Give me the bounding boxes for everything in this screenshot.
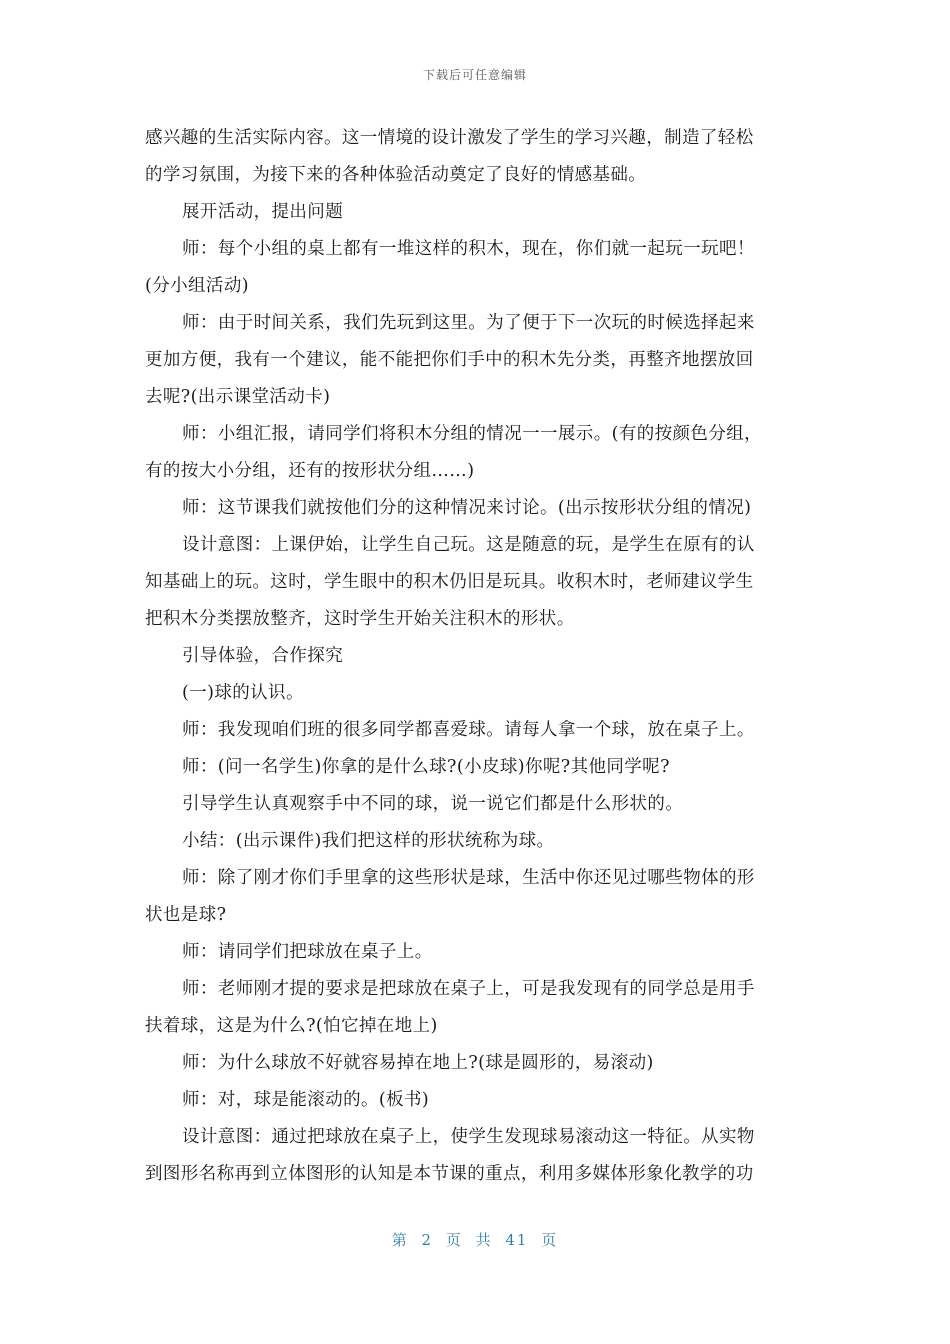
page-header-note: 下载后可任意编辑 (422, 68, 527, 82)
text-line: 师：每个小组的桌上都有一堆这样的积木，现在，你们就一起玩一玩吧！ (182, 239, 755, 259)
text-line: 师：老师刚才提的要求是把球放在桌子上，可是我发现有的同学总是用手 (182, 979, 755, 999)
text-line: 设计意图：上课伊始，让学生自己玩。这是随意的玩，是学生在原有的认 (182, 535, 755, 555)
text-line: 状也是球? (145, 905, 227, 925)
text-line: 设计意图：通过把球放在桌子上，使学生发现球易滚动这一特征。从实物 (182, 1127, 755, 1147)
text-line: 扶着球，这是为什么?(怕它掉在地上) (145, 1016, 438, 1036)
text-line: 引导学生认真观察手中不同的球，说一说它们都是什么形状的。 (182, 794, 684, 814)
text-line: 师：这节课我们就按他们分的这种情况来讨论。(出示按形状分组的情况) (182, 498, 752, 518)
text-line: 到图形名称再到立体图形的认知是本节课的重点，利用多媒体形象化教学的功 (145, 1164, 754, 1184)
page-number: 第 2 页 共 41 页 (391, 1231, 559, 1249)
text-line: 师：请同学们把球放在桌子上。 (182, 942, 433, 962)
text-line: 引导体验，合作探究 (182, 646, 344, 666)
text-line: (一)球的认识。 (182, 683, 304, 703)
text-line: 更加方便，我有一个建议，能不能把你们手中的积木先分类，再整齐地摆放回 (145, 350, 754, 370)
text-line: 师：小组汇报，请同学们将积木分组的情况一一展示。(有的按颜色分组， (182, 424, 763, 444)
text-line: 感兴趣的生活实际内容。这一情境的设计激发了学生的学习兴趣，制造了轻松 (145, 128, 754, 148)
text-line: 去呢?(出示课堂活动卡) (145, 387, 331, 407)
text-line: 小结：(出示课件)我们把这样的形状统称为球。 (182, 831, 555, 851)
text-line: 把积木分类摆放整齐，这时学生开始关注积木的形状。 (145, 609, 575, 629)
text-line: 展开活动，提出问题 (182, 202, 344, 222)
text-line: 师：由于时间关系，我们先玩到这里。为了便于下一次玩的时候选择起来 (182, 313, 755, 333)
text-line: 师：我发现咱们班的很多同学都喜爱球。请每人拿一个球，放在桌子上。 (182, 720, 755, 740)
text-line: 有的按大小分组，还有的按形状分组……) (145, 461, 475, 481)
text-line: 的学习氛围，为接下来的各种体验活动奠定了良好的情感基础。 (145, 165, 647, 185)
text-line: 师：对，球是能滚动的。(板书) (182, 1090, 430, 1110)
text-line: 知基础上的玩。这时，学生眼中的积木仍旧是玩具。收积木时，老师建议学生 (145, 572, 754, 592)
text-line: 师：除了刚才你们手里拿的这些形状是球，生活中你还见过哪些物体的形 (182, 868, 755, 888)
text-line: 师：(问一名学生)你拿的是什么球?(小皮球)你呢?其他同学呢? (182, 757, 670, 777)
text-line: (分小组活动) (145, 276, 249, 296)
text-line: 师：为什么球放不好就容易掉在地上?(球是圆形的，易滚动) (182, 1053, 654, 1073)
document-body (145, 120, 805, 1193)
